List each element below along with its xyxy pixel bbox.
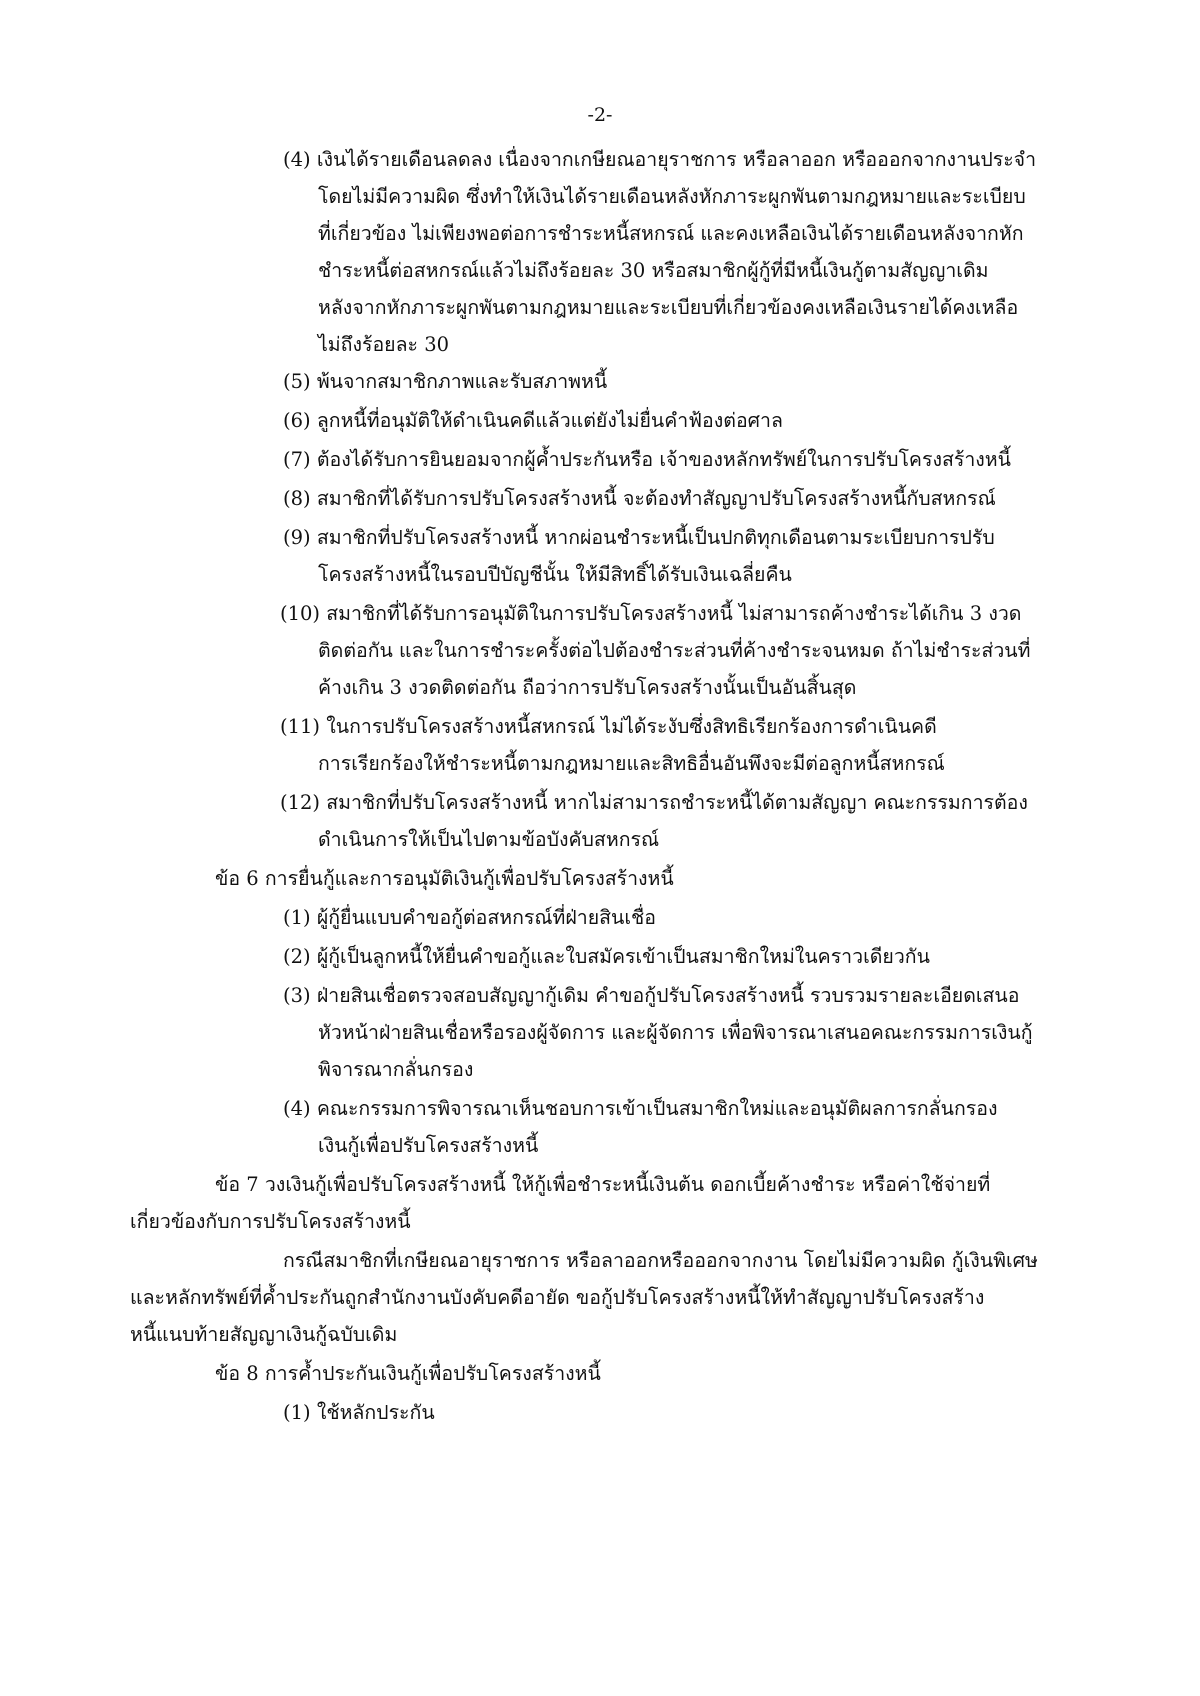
item-5: (5) พ้นจากสมาชิกภาพและรับสภาพหนี้ [283, 370, 608, 393]
section-6-heading: ข้อ 6 การยื่นกู้และการอนุมัติเงินกู้เพื่อปรับโครงสร้างหนี้ [215, 867, 674, 890]
item-9-line-1: (9) สมาชิกที่ปรับโครงสร้างหนี้ หากผ่อนชำระหนี้เป็นปกติทุกเดือนตามระเบียบการปรับ [283, 526, 995, 549]
section-6-item-3-line-3: พิจารณากลั่นกรอง [318, 1058, 474, 1081]
section-6-item-3-line-2: หัวหน้าฝ่ายสินเชื่อหรือรองผู้จัดการ และผู้จัดการ เพื่อพิจารณาเสนอคณะกรรมการเงินกู้ [318, 1021, 1033, 1044]
section-7-paragraph-line-2: และหลักทรัพย์ที่ค้ำประกันถูกสำนักงานบังคับคดีอายัด ขอกู้ปรับโครงสร้างหนี้ให้ทำสัญญาปรับโครงสร้าง [130, 1286, 985, 1309]
section-6-item-4-line-1: (4) คณะกรรมการพิจารณาเห็นชอบการเข้าเป็นสมาชิกใหม่และอนุมัติผลการกลั่นกรอง [283, 1097, 998, 1120]
item-9-line-2: โครงสร้างหนี้ในรอบปีบัญชีนั้น ให้มีสิทธิ์ได้รับเงินเฉลี่ยคืน [318, 563, 792, 586]
item-4-line-6: ไม่ถึงร้อยละ 30 [318, 333, 450, 356]
item-7: (7) ต้องได้รับการยินยอมจากผู้ค้ำประกันหรือ เจ้าของหลักทรัพย์ในการปรับโครงสร้างหนี้ [283, 448, 1011, 471]
section-6-item-2: (2) ผู้กู้เป็นลูกหนี้ให้ยื่นคำขอกู้และใบสมัครเข้าเป็นสมาชิกใหม่ในคราวเดียวกัน [283, 945, 930, 968]
section-6-item-4-line-2: เงินกู้เพื่อปรับโครงสร้างหนี้ [318, 1134, 539, 1157]
section-8-item-1: (1) ใช้หลักประกัน [283, 1401, 435, 1424]
item-6: (6) ลูกหนี้ที่อนุมัติให้ดำเนินคดีแล้วแต่ยังไม่ยื่นคำฟ้องต่อศาล [283, 409, 783, 432]
section-8-heading: ข้อ 8 การค้ำประกันเงินกู้เพื่อปรับโครงสร้างหนี้ [215, 1362, 601, 1385]
item-4-line-2: โดยไม่มีความผิด ซึ่งทำให้เงินได้รายเดือนหลังหักภาระผูกพันตามกฎหมายและระเบียบ [318, 185, 1026, 208]
section-7-paragraph-line-3: หนี้แนบท้ายสัญญาเงินกู้ฉบับเดิม [130, 1323, 398, 1346]
section-7-line-2: เกี่ยวข้องกับการปรับโครงสร้างหนี้ [130, 1210, 411, 1233]
item-4-line-5: หลังจากหักภาระผูกพันตามกฎหมายและระเบียบที่เกี่ยวข้องคงเหลือเงินรายได้คงเหลือ [318, 296, 1019, 319]
section-7-line-1: ข้อ 7 วงเงินกู้เพื่อปรับโครงสร้างหนี้ ให้กู้เพื่อชำระหนี้เงินต้น ดอกเบี้ยค้างชำระ หรือค่าใช้จ่ายที่ [215, 1173, 991, 1196]
item-4-line-3: ที่เกี่ยวข้อง ไม่เพียงพอต่อการชำระหนี้สหกรณ์ และคงเหลือเงินได้รายเดือนหลังจากหัก [318, 222, 1024, 245]
item-8: (8) สมาชิกที่ได้รับการปรับโครงสร้างหนี้ จะต้องทำสัญญาปรับโครงสร้างหนี้กับสหกรณ์ [283, 487, 996, 510]
page-number: -2- [587, 104, 613, 126]
item-4-line-1: (4) เงินได้รายเดือนลดลง เนื่องจากเกษียณอายุราชการ หรือลาออก หรือออกจากงานประจำ [283, 148, 1037, 171]
item-4-line-4: ชำระหนี้ต่อสหกรณ์แล้วไม่ถึงร้อยละ 30 หรือสมาชิกผู้กู้ที่มีหนี้เงินกู้ตามสัญญาเดิม [318, 259, 989, 282]
section-7-paragraph-line-1: กรณีสมาชิกที่เกษียณอายุราชการ หรือลาออกหรือออกจากงาน โดยไม่มีความผิด กู้เงินพิเศษ [283, 1249, 1038, 1272]
item-11-line-2: การเรียกร้องให้ชำระหนี้ตามกฎหมายและสิทธิอื่นอันพึงจะมีต่อลูกหนี้สหกรณ์ [318, 752, 945, 775]
section-6-item-3-line-1: (3) ฝ่ายสินเชื่อตรวจสอบสัญญากู้เดิม คำขอกู้ปรับโครงสร้างหนี้ รวบรวมรายละเอียดเสนอ [283, 984, 1020, 1007]
item-12-line-2: ดำเนินการให้เป็นไปตามข้อบังคับสหกรณ์ [318, 828, 660, 851]
item-10-line-1: (10) สมาชิกที่ได้รับการอนุมัติในการปรับโครงสร้างหนี้ ไม่สามารถค้างชำระได้เกิน 3 งวด [280, 602, 1022, 625]
item-10-line-3: ค้างเกิน 3 งวดติดต่อกัน ถือว่าการปรับโครงสร้างนั้นเป็นอันสิ้นสุด [318, 676, 857, 699]
section-6-item-1: (1) ผู้กู้ยื่นแบบคำขอกู้ต่อสหกรณ์ที่ฝ่ายสินเชื่อ [283, 906, 656, 929]
item-11-line-1: (11) ในการปรับโครงสร้างหนี้สหกรณ์ ไม่ได้ระงับซึ่งสิทธิเรียกร้องการดำเนินคดี [280, 715, 937, 738]
item-10-line-2: ติดต่อกัน และในการชำระครั้งต่อไปต้องชำระส่วนที่ค้างชำระจนหมด ถ้าไม่ชำระส่วนที่ [318, 639, 1031, 662]
item-12-line-1: (12) สมาชิกที่ปรับโครงสร้างหนี้ หากไม่สามารถชำระหนี้ได้ตามสัญญา คณะกรรมการต้อง [280, 791, 1028, 814]
